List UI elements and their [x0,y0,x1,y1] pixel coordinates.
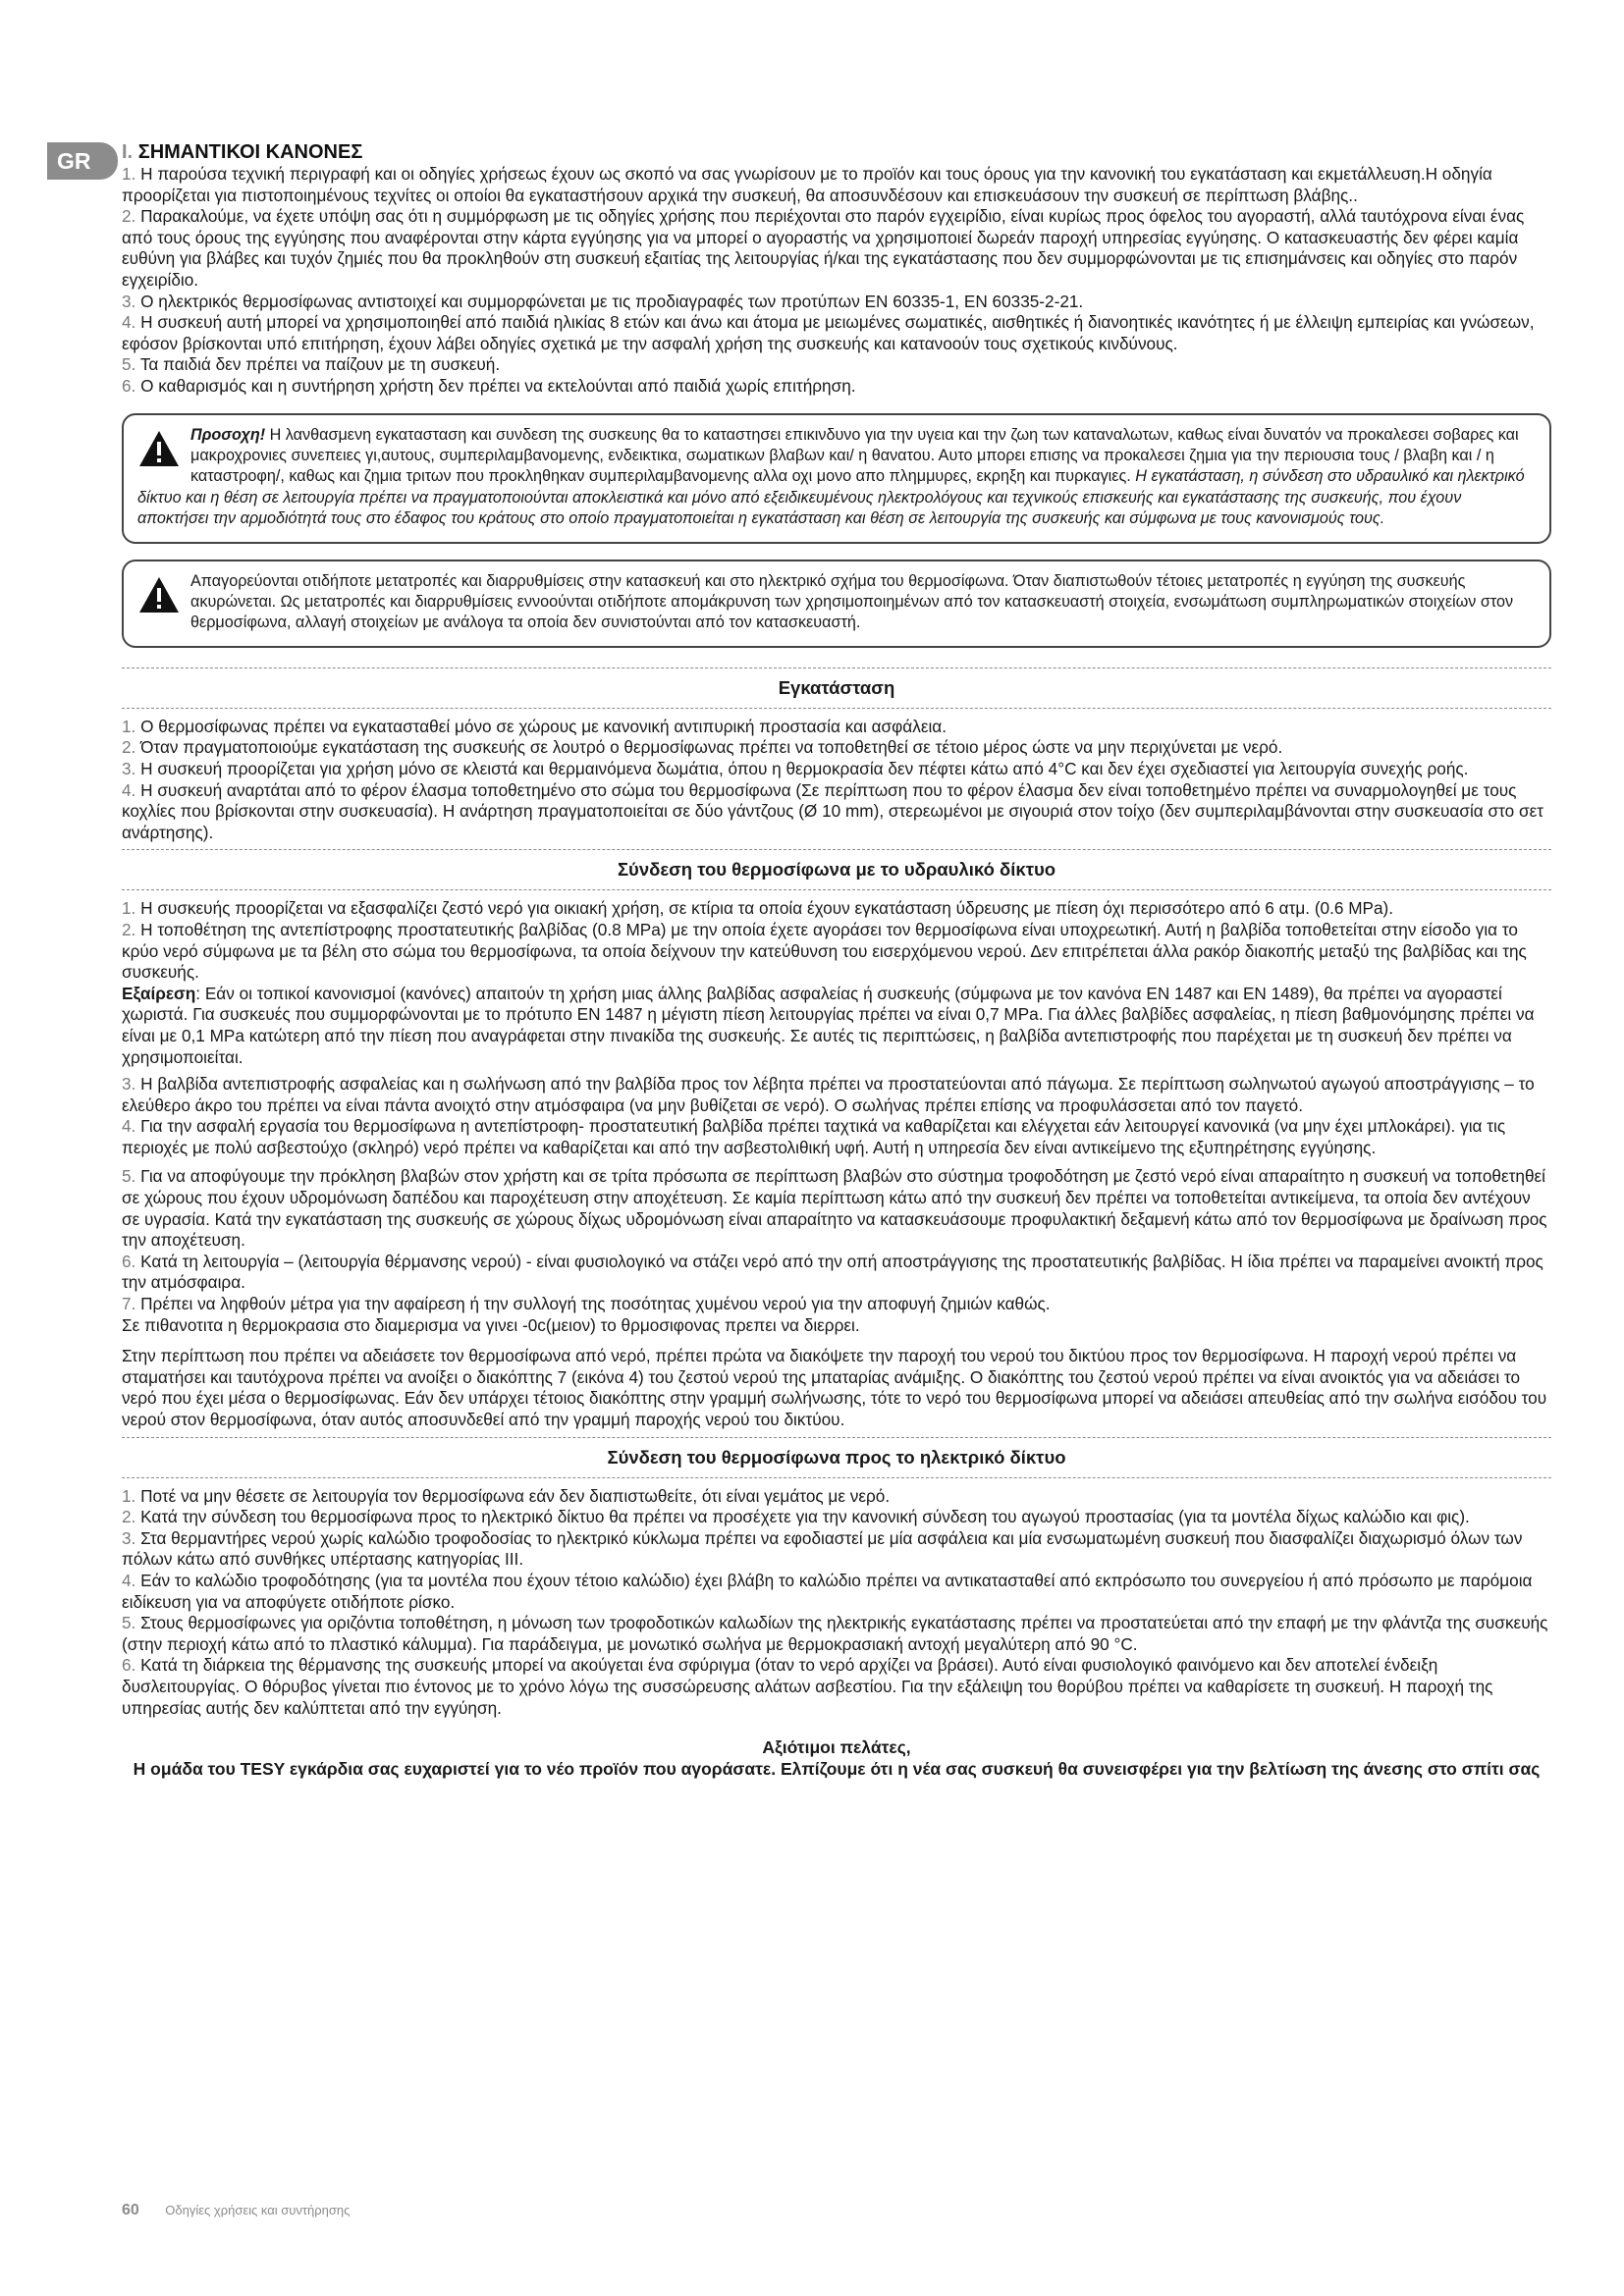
warning-italic: Η εγκατάσταση, η σύνδεση στο υδραυλικό και ηλεκτρικό δίκτυο και η θέση σε λειτουργία πρέπει να πραγματοποιούνται αποκλειστικά και μόνο από εξειδικευμένους ηλεκτρολόγους και τεχνικούς επισκευής και εγκατάστασης της συσκευής, που έχουν αποκτήσει την αρμοδιότητά τους στο έδαφος του κράτους στο οποίο πραγματοποιείται η εγκατάσταση και θέση σε λειτουργία της συσκευής και σύμφωνα με τους κανονισμούς τους. [137,467,1525,528]
warning-triangle-icon [137,429,181,468]
closing-salutation: Αξιότιμοι πελάτες, [762,1737,911,1758]
section-heading: Εγκατάσταση [778,676,895,698]
warning-triangle-icon [137,575,181,614]
list-item [122,1294,1551,1315]
drain-note: Στην περίπτωση που πρέπει να αδειάσετε τον θερμοσίφωνα από νερό, πρέπει πρώτα να διακόψετε την παροχή του νερού του δικτύου προς τον θερμοσίφωνα. Η παροχή νερού πρέπει να σταματήσει και ταυτόχρονα πρέπει να ανοίξει ο διακόπτης 7 (εικόνα 4) του ζεστού νερού της μπαταρίας ανάμιξης. Ο διακόπτης του ζεστού νερού πρέπει να είναι ανοικτός για να αδειάσει το νερό που έχει μέσα ο θερμοσίφωνας. Εάν δεν υπάρχει τέτοιος διακόπτης στην γραμμή σωλήνωσης, τότε το νερό του θερμοσίφωνα μπορεί να αδειάσει απευθείας από την σωλήνα εισόδου του νερού στον θερμοσίφωνα, όταν αυτός αποσυνδεθεί από την γραμμή παροχής νερού του δικτύου. [122,1346,1547,1429]
divider [122,667,1551,668]
language-tab: GR [47,142,118,180]
warning-text: Απαγορεύονται οτιδήποτε μετατροπές και διαρρυθμίσεις στην κατασκευή και στο ηλεκτρικό σχήμα του θερμοσίφωνα. Όταν διαπιστωθούν τέτοιες μετατροπές η εγγύηση της συσκευής ακυρώνεται. Ως μετατροπές και διαρρυθμίσεις εννοούνται οτιδήποτε απομάκρυνση των χρησιμοποιημένων από τον κατασκευαστή στοιχεία, ενσωμάτωση συμπληρωματικών στοιχείων στον θερμοσίφωνα, αλλαγή στοιχείων με ανάλογα τα οποία δεν συνιστούνται από τον κατασκευαστή. [190,571,1514,632]
item-text: Κατά τη διάρκεια της θέρμανσης της συσκευής μπορεί να ακούγεται ένα σφύριγμα (όταν το νερό αρχίζει να βράσει). Αυτό είναι φυσιολογικό φαινόμενο και δεν αποτελεί ένδειξη δυσλειτουργίας. Ο θόρυβος γίνεται πιο έντονος με το χρόνο λόγω της συσσώρευσης αλάτων ασβεστίου. Για την εξάλειψη του θορύβου πρέπει να καθαρίσετε τη συσκευή. Η παροχή της υπηρεσίας αυτής δεν καλύπτεται από την εγγύηση. [122,1655,1493,1718]
item-number: 6. [122,375,136,396]
list-item [122,737,1551,759]
list-item [122,312,1551,354]
warning-lead: Προσοχη! [190,425,266,444]
list-item [122,1486,1551,1508]
frost-note: Σε πιθανοτιτα η θερμοκρασια στο διαμερισμα να γινει -0c(μειον) το θρμοσιφονας πρεπει να διερρει. [122,1314,860,1335]
item-number: 7. [122,1294,136,1314]
list-item [122,376,1551,398]
item-text: Για να αποφύγουμε την πρόκληση βλαβών στον χρήστη και σε τρίτα πρόσωπα σε περίπτωση βλαβών στο σύστημα τροφοδότηση με ζεστό νερό είναι απαραίτητο η συσκευή να τοποθετηθεί σε χώρους που έχουν υδρομόνωση δαπέδου και παροχέτευση στην αποχέτευση. Σε καμία περίπτωση κάτω από την συσκευή δεν πρέπει να τοποθετείται αντικείμενα, τα οποία δεν αντέχουν σε υγρασία. Κατά την εγκατάσταση της συσκευής σε χώρους δίχως υδρομόνωση είναι απαραίτητο να κατασκευάσουμε προφυλακτική δεξαμενή κάτω από τον θερμοσίφωνα με δραίνωση προς την αποχέτευση. [122,1166,1547,1251]
divider [122,849,1551,850]
item-text: Κατά την σύνδεση του θερμοσίφωνα προς το ηλεκτρικό δίκτυο θα πρέπει να προσέχετε για την κανονική σύνδεση του αγωγού προστασίας (για τα μοντέλα δίχως καλώδιο και φις). [140,1507,1470,1527]
item-text: Η συσκευή αναρτάται από το φέρον έλασμα τοποθετημένο στο σώμα του θερμοσίφωνα (Σε περίπτωση που το φέρον έλασμα δεν είναι τοποθετημένο πρέπει να συναρμολογηθεί με τους κοχλίες που βρίσκονται στην συσκευασία). Η ανάρτηση πραγματοποιείται σε δύο γάντζους (Ø 10 mm), στερεωμένοι με σιγουριά στον τοίχο (δεν συμπεριλαμβάνονται στην συσκευασία στο σετ ανάρτησης). [122,779,1544,842]
section-heading: Σύνδεση του θερμοσίφωνα με το υδραυλικό δίκτυο [617,859,1056,881]
electrical-section [122,1437,1551,1720]
list-item [122,1252,1551,1294]
list-item [122,164,1551,206]
item-number: 4. [122,312,136,333]
installation-section [122,667,1551,844]
item-number: 3. [122,1074,136,1095]
item-number: 4. [122,779,136,800]
list-item [122,1166,1551,1251]
item-number: 5. [122,1613,136,1633]
warning-body: Η λανθασμενη εγκατασταση και συνδεση της συσκευης θα το καταστησει επικινδυνο για την υγεια και την ζωη των καταναλωτων, καθως είναι δυνατόν να προκαλεσει σοβαρες και μακροχρονιες συνεπειες γι,αυτους, συμπεριλαμβανομενης, ενδεικτικα, σωματικων βλαβων και/ η θανατου. Αυτο μπορει επισης να προκαλεσει ζημια για την περιουσια τους / βλαβη και / η καταστροφη/, καθως και ζημια τριτων που προκληθηκαν συμπεριλαμβανομενης αλλα οχι μονο απο πλημμυρες, εκρηξη και πυρκαγιες. [190,425,1519,486]
item-text: Ο καθαρισμός και η συντήρηση χρήστη δεν πρέπει να εκτελούνται από παιδιά χωρίς επιτήρηση. [140,375,856,396]
item-number: 6. [122,1251,136,1271]
item-text: Η τοποθέτηση της αντεπίστροφης προστατευτικής βαλβίδας (0.8 MPa) με την οποία έχετε αγοράσει τον θερμοσίφωνα είναι υποχρεωτική. Αυτή η βαλβίδα τοποθετείται στην είσοδο για το κρύο νερό σύμφωνα με τα βέλη στο σώμα του θερμοσίφωνα, τα οποία δείχνουν την κατεύθυνση του εισερχόμενου νερού. Δεν επιτρέπεται άλλα ρακόρ διακοπής μεταξύ της βαλβίδας και της συσκευής. [122,919,1527,983]
item-text: Όταν πραγματοποιούμε εγκατάσταση της συσκευής σε λουτρό ο θερμοσίφωνας πρέπει να τοποθετηθεί σε τέτοιο μέρος ώστε να μην περιχύνεται με νερό. [140,737,1283,758]
title-number: I. [122,141,134,163]
item-number: 1. [122,164,136,184]
list-item [122,780,1551,844]
item-number: 3. [122,758,136,778]
list-item [122,1613,1551,1655]
page-title [122,141,1551,164]
item-number: 4. [122,1570,136,1590]
page-number: 60 [122,2202,139,2218]
item-text: Στα θερμαντήρες νερού χωρίς καλώδιο τροφοδοσίας το ηλεκτρικό κύκλωμα πρέπει να εφοδιαστεί με μία ασφάλεια και μία ενσωματωμένη συσκευή που διασφαλίζει διαχωρισμό όλων των πόλων κάτω από συνθήκες υπέρτασης κατηγορίας III. [122,1527,1523,1570]
item-number: 1. [122,898,136,919]
item-text: Ο ηλεκτρικός θερμοσίφωνας αντιστοιχεί και συμμορφώνεται με τις προδιαγραφές των προτύπων EN 60335-1, EN 60335-2-21. [140,291,1084,311]
item-text: Εάν το καλώδιο τροφοδότησης (για τα μοντέλα που έχουν τέτοιο καλώδιο) έχει βλάβη το καλώδιο πρέπει να αντικατασταθεί από εκπρόσωπο του συνεργείου ή από πρόσωπο με παρόμοια ειδίκευση για να αποφύγετε οτιδήποτε ρίσκο. [122,1570,1533,1612]
rules-list [122,164,1551,398]
list-item [122,1655,1551,1719]
list-item [122,920,1551,984]
exception-lead: Εξαίρεση [122,983,196,1003]
item-text: Ποτέ να μην θέσετε σε λειτουργία τον θερμοσίφωνα εάν δεν διαπιστωθείτε, ότι είναι γεμάτος με νερό. [140,1485,891,1506]
list-item [122,1528,1551,1571]
item-number: 2. [122,1507,136,1527]
list-item [122,759,1551,780]
footer-text: Οδηγίες χρήσεις και συντήρησης [165,2203,351,2217]
list-item [122,898,1551,920]
warning-text [137,425,1536,530]
plumbing-section [122,849,1551,1430]
warning-box-safety [122,413,1551,544]
page-content [122,141,1551,1780]
item-number: 6. [122,1655,136,1676]
item-text: Ο θερμοσίφωνας πρέπει να εγκατασταθεί μόνο σε χώρους με κανονική αντιπυρική προστασία και ασφάλεια. [140,716,947,736]
list-item [122,292,1551,313]
item-number: 3. [122,1527,136,1548]
list-item [122,206,1551,291]
item-number: 5. [122,354,136,375]
item-number: 2. [122,206,136,227]
divider [122,1437,1551,1438]
item-text: Κατά τη λειτουργία – (λειτουργία θέρμανσης νερού) - είναι φυσιολογικό να στάζει νερό από την οπή αποστράγγισης της προστατευτικής βαλβίδας. Η ίδια πρέπει να παραμείνει ανοικτή προς την ατμόσφαιρα. [122,1251,1543,1293]
list-item [122,1116,1551,1158]
closing-thanks: Η ομάδα του TESY εγκάρδια σας ευχαριστεί για το νέο προϊόν που αγοράσατε. Ελπίζουμε ότι η νέα σας συσκευή θα συνεισφέρει για την βελτίωση της άνεσης στο σπίτι σας [133,1759,1541,1780]
item-number: 4. [122,1116,136,1137]
item-text: Η βαλβίδα αντεπιστροφής ασφαλείας και η σωλήνωση από την βαλβίδα προς τον λέβητα πρέπει να προστατεύονται από πάγωμα. Σε περίπτωση σωληνωτού αγωγού αποστράγγισης – το ελεύθερο άκρο του πρέπει να είναι πάντα ανοιχτό στην ατμόσφαιρα (να μην βυθίζεται σε νερό). Ο σωλήνας πρέπει επίσης να προφυλάσσεται από τον παγετό. [122,1074,1535,1115]
page-footer [122,2202,350,2219]
item-text: Παρακαλούμε, να έχετε υπόψη σας ότι η συμμόρφωση με τις οδηγίες χρήσης που περιέχονται στο παρόν εγχειρίδιο, είναι κυρίως προς όφελος του αγοραστή, αλλά ταυτόχρονα είναι ένας από τους όρους της εγγύησης που αναφέρονται στην κάρτα εγγύησης για να μπορεί ο αγοραστής να χρησιμοποιεί δωρεάν παροχή υπηρεσίας εγγύησης. Ο κατασκευαστής δεν φέρει καμία ευθύνη για βλάβες και τυχόν ζημιές που θα προκληθούν στη συσκευή εξαιτίας της λειτουργίας ή/και της εγκατάστασης που δεν συμμορφώνονται με τις επισημάνσεις και οδηγίες στο παρόν εγχειρίδιο. [122,206,1525,290]
item-number: 2. [122,737,136,758]
item-text: Για την ασφαλή εργασία του θερμοσίφωνα η αντεπίστροφη- προστατευτική βαλβίδα πρέπει ταχτικά να καθαρίζεται και ελέγχεται εάν λειτουργεί κανονικά (να μην έχει μπλοκάρει). για τις περιοχές με πολύ ασβεστούχο (σκληρό) νερό πρέπει να καθαρίζεται και από την ασβεστολιθική υφή. Αυτή η υπηρεσία δεν είναι αντικείμενο της εξυπηρέτησης εγγύησης. [122,1116,1506,1157]
item-text: Στους θερμοσίφωνες για οριζόντια τοποθέτηση, η μόνωση των τροφοδοτικών καλωδίων της ηλεκτρικής εγκατάστασης πρέπει να προστατεύεται από την επαφή με την φλάντζα της συσκευής (στην περιοχή κάτω από το πλαστικό κάλυμμα). Για παράδειγμα, με μονωτικό σωλήνα με θερμοκρασιακή αντοχή μεγαλύτερη από 90 °C. [122,1613,1548,1654]
item-text: Τα παιδιά δεν πρέπει να παίζουν με τη συσκευή. [139,354,501,375]
item-text: Η συσκευή προορίζεται για χρήση μόνο σε κλειστά και θερμαινόμενα δωμάτια, όπου η θερμοκρασία δεν πέφτει κάτω από 4°C και δεν έχει σχεδιαστεί για λειτουργία συνεχής ροής. [140,758,1469,778]
item-text: Η συσκευή αυτή μπορεί να χρησιμοποιηθεί από παιδιά ηλικίας 8 ετών και άνω και άτομα με μειωμένες σωματικές, αισθητικές ή διανοητικές ικανότητες ή με έλλειψη εμπειρίας και γνώσεων, εφόσον βρίσκονται υπό επιτήρηση, έχουν λάβει οδηγίες σχετικά με την ασφαλή χρήση της συσκευής και κατανοούν τους σχετικούς κινδύνους. [122,312,1535,353]
title-text: ΣΗΜΑΝΤΙΚΟΙ ΚΑΝΟΝΕΣ [137,141,363,163]
item-text: Η συσκευής προορίζεται να εξασφαλίζει ζεστό νερό για οικιακή χρήση, σε κτίρια τα οποία έχουν εγκατάσταση ύδρευσης με πίεση όχι περισσότερο από 6 ατμ. (0.6 MPa). [140,898,1394,919]
list-item [122,1571,1551,1613]
list-item [122,354,1551,376]
warning-box-modifications [122,560,1551,648]
item-number: 5. [122,1166,136,1187]
list-item [122,717,1551,738]
list-item [122,1074,1551,1116]
list-item [122,1507,1551,1528]
item-text: Πρέπει να ληφθούν μέτρα για την αφαίρεση ή την συλλογή της ποσότητας χυμένου νερού για την αποφυγή ζημιών καθώς. [140,1294,1051,1314]
item-number: 2. [122,919,136,939]
item-text: Η παρούσα τεχνική περιγραφή και οι οδηγίες χρήσεως έχουν ως σκοπό να σας γνωρίσουν με το προϊόν και τους όρους για την κανονική του εγκατάσταση και εκμετάλλευση.Η οδηγία προορίζεται για πιστοποιημένους τεχνίτες οι οποίοι θα εγκαταστήσουν αρχικά την συσκευή, θα αποσυνδέσουν και επισκευάσουν την συσκευή σε περίπτωση βλάβης.. [122,164,1492,205]
item-number: 1. [122,716,136,736]
item-number: 3. [122,291,136,311]
closing-message [122,1736,1551,1780]
exception-text: : Εάν οι τοπικοί κανονισμοί (κανόνες) απαιτούν τη χρήση μιας άλλης βαλβίδας ασφαλείας ή συσκευής (σύμφωνα με τον κανόνα EN 1487 και EN 1489), θα πρέπει να αγοραστεί χωριστά. Για συσκευές που συμμορφώνονται με το πρότυπο EN 1487 η μέγιστη πίεση λειτουργίας πρέπει να είναι 0,7 MPa. Για άλλες βαλβίδες ασφαλείας, η πίεση βαθμονόμησης πρέπει να είναι με 0,1 MPa κατώτερη από την πίεση που αναγράφεται στην πινακίδα της συσκευής. Σε αυτές τις περιπτώσεις, η βαλβίδα αντεπιστροφής που παρέχεται με τη συσκευή δεν πρέπει να χρησιμοποιείται. [122,983,1535,1067]
section-heading: Σύνδεση του θερμοσίφωνα προς το ηλεκτρικό δίκτυο [607,1446,1066,1468]
exception-note [122,984,1551,1068]
item-number: 1. [122,1485,136,1506]
